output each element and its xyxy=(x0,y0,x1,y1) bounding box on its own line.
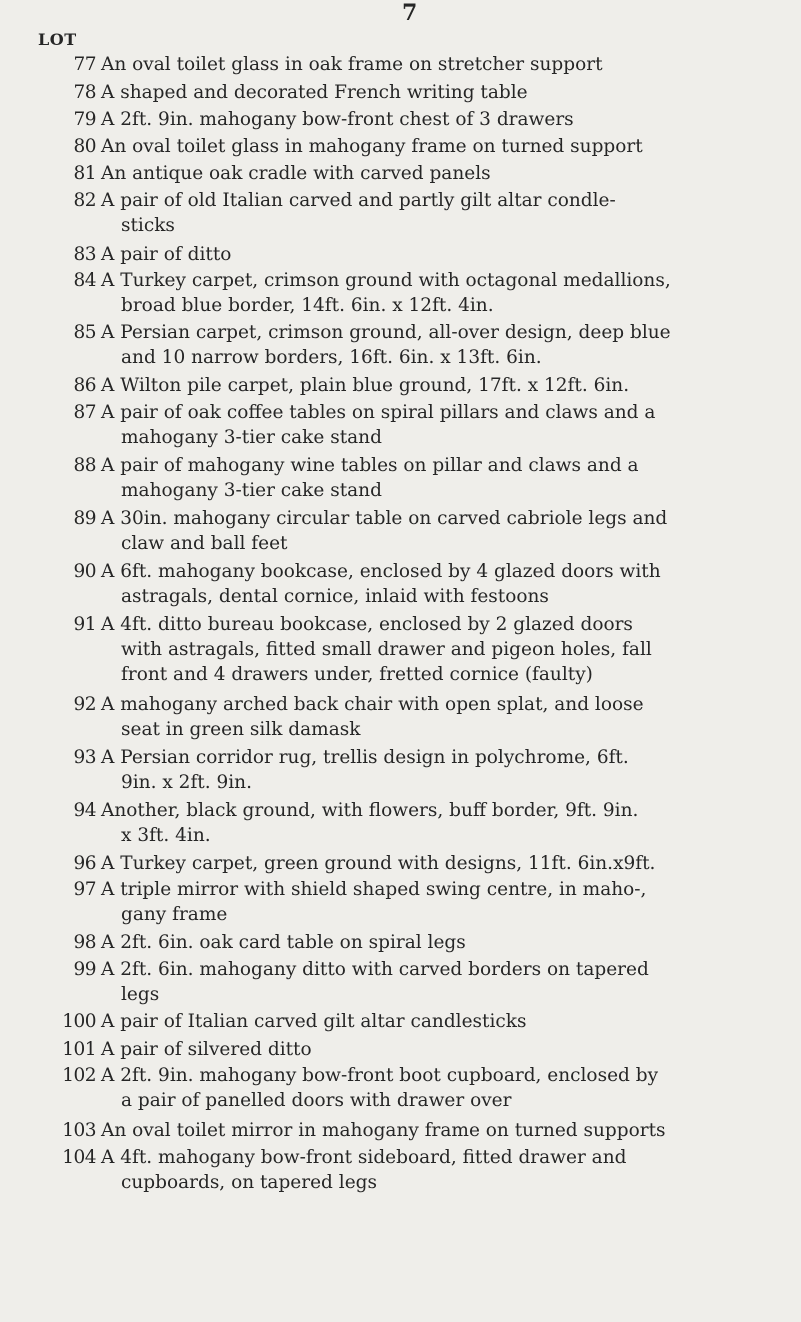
lot-description-line: A pair of old Italian carved and partly gilt altar condle- xyxy=(101,190,616,211)
lot-description xyxy=(101,161,801,186)
lot-description-line: a pair of panelled doors with drawer over xyxy=(121,1090,512,1111)
lot-number: 86 xyxy=(73,375,96,396)
lot-number: 79 xyxy=(73,109,96,130)
lot-description xyxy=(101,320,801,370)
lot-description-line: seat in green silk damask xyxy=(121,719,361,740)
lot-description xyxy=(101,134,801,159)
lot-description-line: astragals, dental cornice, inlaid with festoons xyxy=(121,586,549,607)
lot-number: 77 xyxy=(73,54,96,75)
lot-description-line: A Persian corridor rug, trellis design in polychrome, 6ft. xyxy=(101,747,629,768)
lot-description xyxy=(101,107,801,132)
lot-number: 93 xyxy=(73,747,96,768)
lot-description-line: A Turkey carpet, crimson ground with octagonal medallions, xyxy=(101,270,671,291)
lot-description xyxy=(101,1118,801,1143)
lot-number: 97 xyxy=(73,879,96,900)
lot-number: 102 xyxy=(62,1065,96,1086)
lot-description-line: A Wilton pile carpet, plain blue ground, 17ft. x 12ft. 6in. xyxy=(101,375,630,396)
lot-number: 99 xyxy=(73,959,96,980)
lot-description xyxy=(101,453,801,503)
lot-description xyxy=(101,930,801,955)
lot-description-line: A 6ft. mahogany bookcase, enclosed by 4 glazed doors with xyxy=(101,561,661,582)
lot-description-line: A 2ft. 6in. oak card table on spiral legs xyxy=(101,932,466,953)
lot-number: 89 xyxy=(73,508,96,529)
lot-description-line: sticks xyxy=(121,215,175,236)
lot-description xyxy=(101,188,801,238)
lot-description xyxy=(101,400,801,450)
lot-description-line: mahogany 3-tier cake stand xyxy=(121,480,382,501)
lot-description xyxy=(101,798,801,848)
lot-description-line: Another, black ground, with flowers, buff border, 9ft. 9in. xyxy=(101,800,639,821)
lot-description-line: A 2ft. 9in. mahogany bow-front boot cupboard, enclosed by xyxy=(101,1065,659,1086)
lot-number: 88 xyxy=(73,455,96,476)
lot-description xyxy=(101,373,801,398)
lot-description xyxy=(101,52,801,77)
lot-number: 92 xyxy=(73,694,96,715)
lot-description-line: A mahogany arched back chair with open splat, and loose xyxy=(101,694,644,715)
lot-number: 101 xyxy=(62,1039,96,1060)
lot-description-line: A pair of silvered ditto xyxy=(101,1039,312,1060)
lot-description xyxy=(101,612,801,687)
lot-description-line: An oval toilet mirror in mahogany frame on turned supports xyxy=(101,1120,666,1141)
lot-number: 78 xyxy=(73,82,96,103)
lot-number: 90 xyxy=(73,561,96,582)
lot-description-line: A pair of Italian carved gilt altar candlesticks xyxy=(101,1011,527,1032)
lot-number: 96 xyxy=(73,853,96,874)
lot-description-line: x 3ft. 4in. xyxy=(121,825,211,846)
lot-description-line: with astragals, fitted small drawer and pigeon holes, fall xyxy=(121,639,652,660)
lot-description-line: An oval toilet glass in mahogany frame on turned support xyxy=(101,136,643,157)
lot-description-line: A Turkey carpet, green ground with designs, 11ft. 6in.x9ft. xyxy=(101,853,656,874)
lot-description-line: front and 4 drawers under, fretted cornice (faulty) xyxy=(121,664,593,685)
lot-description xyxy=(101,877,801,927)
lot-description xyxy=(101,242,801,267)
lot-description-line: A pair of oak coffee tables on spiral pillars and claws and a xyxy=(101,402,656,423)
lot-description-line: A pair of ditto xyxy=(101,244,232,265)
lot-number: 104 xyxy=(62,1147,96,1168)
lot-column-header: LOT xyxy=(38,30,77,49)
lot-description-line: cupboards, on tapered legs xyxy=(121,1172,377,1193)
lot-number: 98 xyxy=(73,932,96,953)
lot-description xyxy=(101,559,801,609)
lot-description-line: An antique oak cradle with carved panels xyxy=(101,163,491,184)
lot-description-line: A 4ft. ditto bureau bookcase, enclosed by 2 glazed doors xyxy=(101,614,633,635)
lot-description-line: claw and ball feet xyxy=(121,533,288,554)
lot-description-line: and 10 narrow borders, 16ft. 6in. x 13ft. 6in. xyxy=(121,347,542,368)
page-number: 7 xyxy=(402,0,418,26)
lot-description-line: mahogany 3-tier cake stand xyxy=(121,427,382,448)
lot-number: 83 xyxy=(73,244,96,265)
lot-description xyxy=(101,80,801,105)
lot-description xyxy=(101,957,801,1007)
lot-description-line: A 2ft. 6in. mahogany ditto with carved borders on tapered xyxy=(101,959,649,980)
lot-description-line: legs xyxy=(121,984,160,1005)
lot-number: 82 xyxy=(73,190,96,211)
lot-number: 85 xyxy=(73,322,96,343)
lot-description-line: A 2ft. 9in. mahogany bow-front chest of 3 drawers xyxy=(101,109,574,130)
lot-number: 87 xyxy=(73,402,96,423)
lot-description xyxy=(101,851,801,876)
lot-number: 80 xyxy=(73,136,96,157)
lot-number: 91 xyxy=(73,614,96,635)
lot-description xyxy=(101,745,801,795)
lot-description-line: A triple mirror with shield shaped swing centre, in maho-, xyxy=(101,879,647,900)
lot-description xyxy=(101,692,801,742)
lot-number: 81 xyxy=(73,163,96,184)
lot-description xyxy=(101,1145,801,1195)
lot-number: 84 xyxy=(73,270,96,291)
lot-description-line: A pair of mahogany wine tables on pillar and claws and a xyxy=(101,455,639,476)
lot-description-line: A 4ft. mahogany bow-front sideboard, fitted drawer and xyxy=(101,1147,627,1168)
lot-number: 94 xyxy=(73,800,96,821)
lot-description-line: A shaped and decorated French writing table xyxy=(101,82,528,103)
lot-description-line: 9in. x 2ft. 9in. xyxy=(121,772,252,793)
lot-description-line: A 30in. mahogany circular table on carved cabriole legs and xyxy=(101,508,668,529)
lot-description-line: A Persian carpet, crimson ground, all-over design, deep blue xyxy=(101,322,671,343)
lot-description xyxy=(101,1037,801,1062)
lot-description xyxy=(101,1009,801,1034)
lot-number: 103 xyxy=(62,1120,96,1141)
lot-description xyxy=(101,268,801,318)
lot-description xyxy=(101,1063,801,1113)
lot-description-line: broad blue border, 14ft. 6in. x 12ft. 4in. xyxy=(121,295,494,316)
lot-description-line: gany frame xyxy=(121,904,228,925)
lot-description xyxy=(101,506,801,556)
lot-number: 100 xyxy=(62,1011,96,1032)
lot-description-line: An oval toilet glass in oak frame on stretcher support xyxy=(101,54,603,75)
